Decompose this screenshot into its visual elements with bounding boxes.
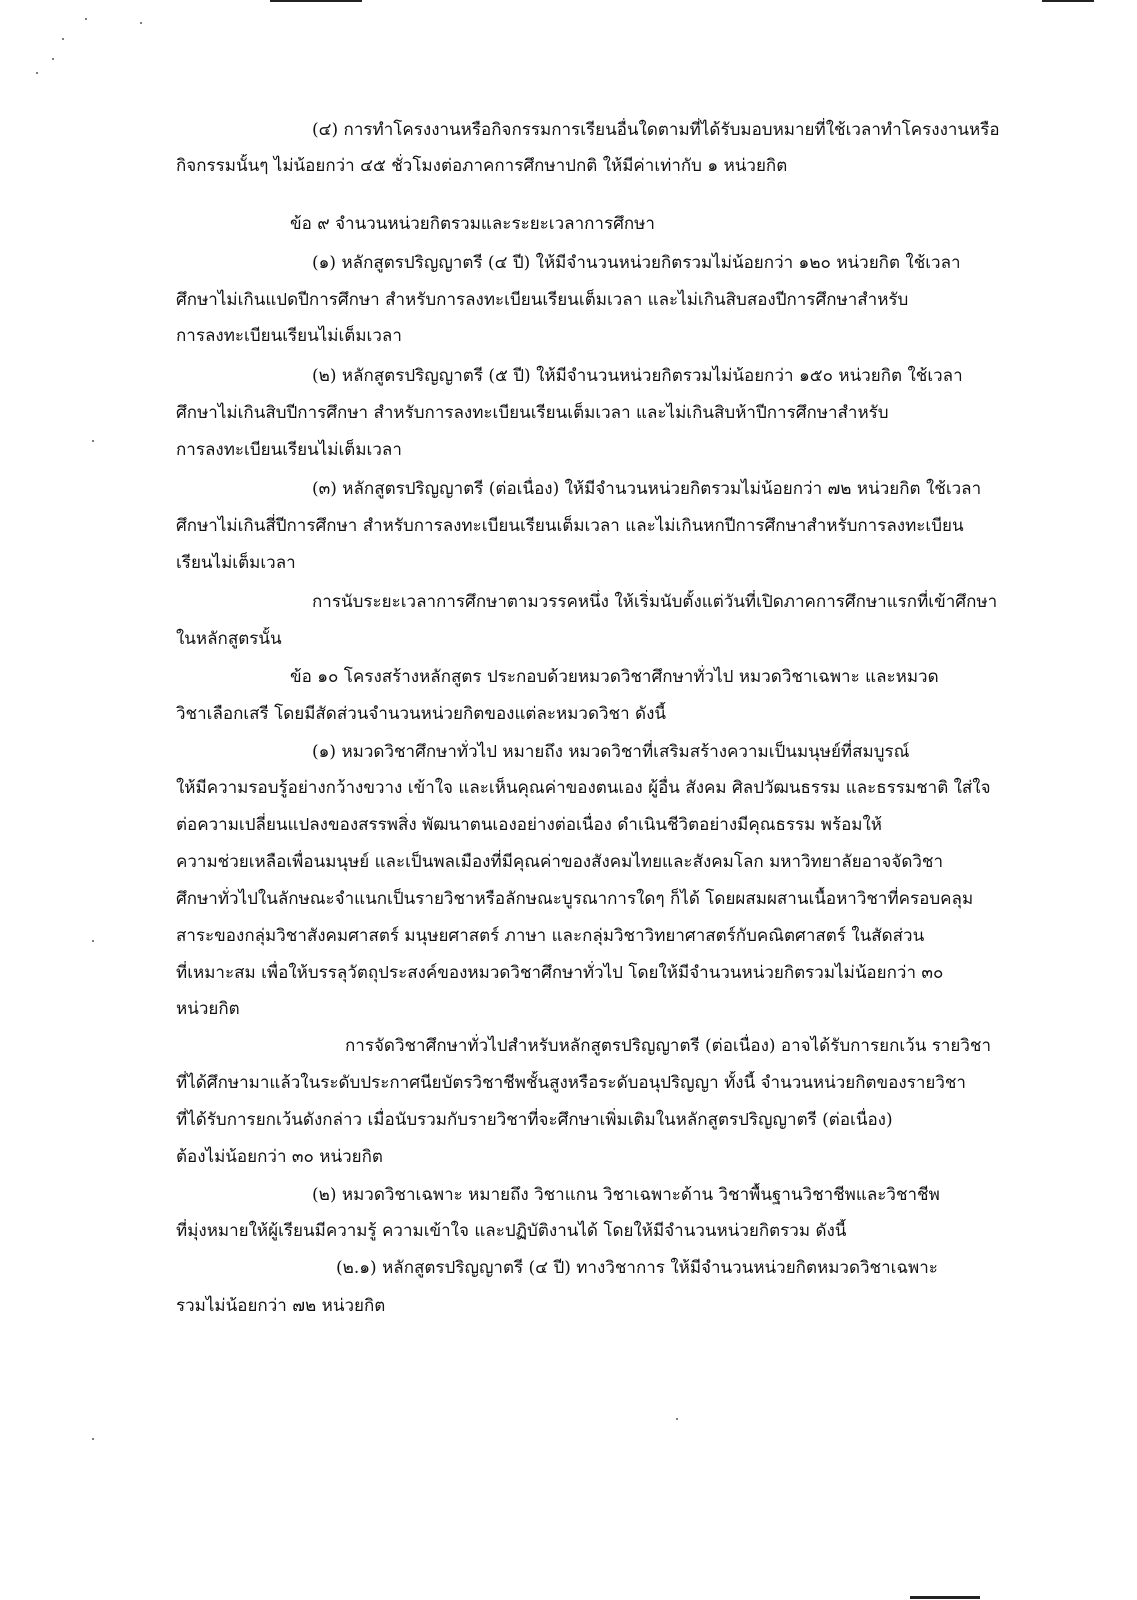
- text-line: ศึกษาไม่เกินสิบปีการศึกษา สำหรับการลงทะเบียนเรียนเต็มเวลา และไม่เกินสิบห้าปีการศึกษาสำหรับ: [176, 403, 889, 423]
- text-line: หน่วยกิต: [176, 999, 240, 1019]
- text-line: ศึกษาไม่เกินแปดปีการศึกษา สำหรับการลงทะเบียนเรียนเต็มเวลา และไม่เกินสิบสองปีการศึกษาสำหรับ: [176, 290, 909, 310]
- text-line: (๔) การทำโครงงานหรือกิจกรรมการเรียนอื่นใดตามที่ได้รับมอบหมายที่ใช้เวลาทำโครงงานหรือ: [312, 120, 1000, 140]
- text-line: ในหลักสูตรนั้น: [176, 629, 282, 649]
- text-line: (๒) หมวดวิชาเฉพาะ หมายถึง วิชาแกน วิชาเฉพาะด้าน วิชาพื้นฐานวิชาชีพและวิชาชีพ: [312, 1185, 940, 1205]
- scan-speck: [140, 22, 142, 24]
- text-line: ศึกษาทั่วไปในลักษณะจำแนกเป็นรายวิชาหรือลักษณะบูรณาการใดๆ ก็ได้ โดยผสมผสานเนื้อหาวิชาที่ครอบคลุม: [176, 889, 974, 909]
- text-line: ต่อความเปลี่ยนแปลงของสรรพสิ่ง พัฒนาตนเองอย่างต่อเนื่อง ดำเนินชีวิตอย่างมีคุณธรรม พร้อมให้: [176, 815, 883, 835]
- text-line: ที่ได้ศึกษามาแล้วในระดับประกาศนียบัตรวิชาชีพชั้นสูงหรือระดับอนุปริญญา ทั้งนี้ จำนวนหน่วยกิตของรายวิชา: [176, 1073, 966, 1093]
- text-line: (๒) หลักสูตรปริญญาตรี (๕ ปี) ให้มีจำนวนหน่วยกิตรวมไม่น้อยกว่า ๑๕๐ หน่วยกิต ใช้เวลา: [312, 366, 963, 386]
- text-line: เรียนไม่เต็มเวลา: [176, 553, 296, 573]
- text-line: วิชาเลือกเสรี โดยมีสัดส่วนจำนวนหน่วยกิตของแต่ละหมวดวิชา ดังนี้: [176, 704, 667, 724]
- text-line: การลงทะเบียนเรียนไม่เต็มเวลา: [176, 440, 402, 460]
- text-line: ที่เหมาะสม เพื่อให้บรรลุวัตถุประสงค์ของหมวดวิชาศึกษาทั่วไป โดยให้มีจำนวนหน่วยกิตรวมไม่น้อยกว่า ๓๐: [176, 963, 944, 983]
- text-line: ที่มุ่งหมายให้ผู้เรียนมีความรู้ ความเข้าใจ และปฏิบัติงานได้ โดยให้มีจำนวนหน่วยกิตรวม ดังนี้: [176, 1221, 847, 1241]
- scan-speck: [92, 440, 94, 442]
- scan-speck: [52, 58, 54, 60]
- text-line: การจัดวิชาศึกษาทั่วไปสำหรับหลักสูตรปริญญาตรี (ต่อเนื่อง) อาจได้รับการยกเว้น รายวิชา: [345, 1036, 992, 1056]
- text-line: การลงทะเบียนเรียนไม่เต็มเวลา: [176, 326, 402, 346]
- scan-speck: [676, 1418, 678, 1420]
- scan-speck: [36, 72, 38, 74]
- text-line: (๑) หลักสูตรปริญญาตรี (๔ ปี) ให้มีจำนวนหน่วยกิตรวมไม่น้อยกว่า ๑๒๐ หน่วยกิต ใช้เวลา: [312, 253, 961, 273]
- text-line: ต้องไม่น้อยกว่า ๓๐ หน่วยกิต: [176, 1147, 383, 1167]
- text-line: ศึกษาไม่เกินสี่ปีการศึกษา สำหรับการลงทะเบียนเรียนเต็มเวลา และไม่เกินหกปีการศึกษาสำหรับการลงทะเบียน: [176, 516, 964, 536]
- text-line: การนับระยะเวลาการศึกษาตามวรรคหนึ่ง ให้เริ่มนับตั้งแต่วันที่เปิดภาคการศึกษาแรกที่เข้าศึกษา: [312, 592, 998, 612]
- section-heading: ข้อ ๙ จำนวนหน่วยกิตรวมและระยะเวลาการศึกษา: [290, 214, 655, 234]
- text-line: (๑) หมวดวิชาศึกษาทั่วไป หมายถึง หมวดวิชาที่เสริมสร้างความเป็นมนุษย์ที่สมบูรณ์: [312, 742, 910, 762]
- scan-speck: [85, 18, 87, 20]
- scan-speck: [92, 1438, 94, 1440]
- text-line: กิจกรรมนั้นๆ ไม่น้อยกว่า ๔๕ ชั่วโมงต่อภาคการศึกษาปกติ ให้มีค่าเท่ากับ ๑ หน่วยกิต: [176, 156, 788, 176]
- text-line: รวมไม่น้อยกว่า ๗๒ หน่วยกิต: [176, 1296, 386, 1316]
- scan-mark-top-right: [1042, 0, 1094, 2]
- scan-mark-top-left: [270, 0, 362, 2]
- text-line: สาระของกลุ่มวิชาสังคมศาสตร์ มนุษยศาสตร์ ภาษา และกลุ่มวิชาวิทยาศาสตร์กับคณิตศาสตร์ ในสัดส่วน: [176, 926, 925, 946]
- text-line: ที่ได้รับการยกเว้นดังกล่าว เมื่อนับรวมกับรายวิชาที่จะศึกษาเพิ่มเติมในหลักสูตรปริญญาตรี (ต่อเนื่อง): [176, 1110, 893, 1130]
- scan-mark-bottom-right: [910, 1596, 980, 1599]
- text-line: (๒.๑) หลักสูตรปริญญาตรี (๔ ปี) ทางวิชาการ ให้มีจำนวนหน่วยกิตหมวดวิชาเฉพาะ: [336, 1258, 938, 1278]
- section-heading: ข้อ ๑๐ โครงสร้างหลักสูตร ประกอบด้วยหมวดวิชาศึกษาทั่วไป หมวดวิชาเฉพาะ และหมวด: [290, 667, 939, 687]
- text-line: ให้มีความรอบรู้อย่างกว้างขวาง เข้าใจ และเห็นคุณค่าของตนเอง ผู้อื่น สังคม ศิลปวัฒนธรรม และธรรมชาติ ใส่ใจ: [176, 778, 991, 798]
- scan-speck: [62, 38, 64, 40]
- scan-speck: [92, 940, 94, 942]
- text-line: ความช่วยเหลือเพื่อนมนุษย์ และเป็นพลเมืองที่มีคุณค่าของสังคมไทยและสังคมโลก มหาวิทยาลัยอาจจัดวิชา: [176, 852, 944, 872]
- text-line: (๓) หลักสูตรปริญญาตรี (ต่อเนื่อง) ให้มีจำนวนหน่วยกิตรวมไม่น้อยกว่า ๗๒ หน่วยกิต ใช้เวลา: [312, 479, 982, 499]
